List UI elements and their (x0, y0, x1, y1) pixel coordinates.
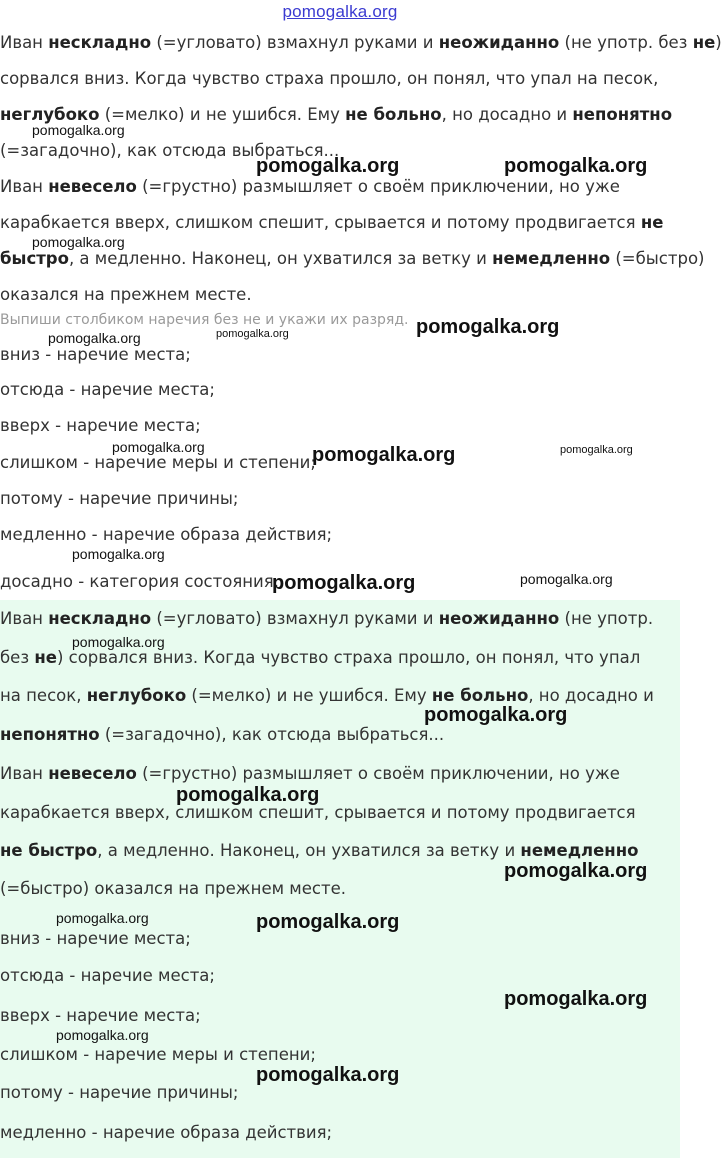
site-header-link[interactable]: pomogalka.org (282, 2, 398, 21)
watermark: pomogalka.org (504, 155, 648, 177)
s2-list-item-1: вниз - наречие места; (0, 929, 191, 948)
task-instruction: Выпиши столбиком наречия без не и укажи их разряд. (0, 312, 409, 328)
s1-list-item-7: досадно - категория состояния. (0, 572, 279, 591)
s1-p1-line4: (=загадочно), как отсюда выбраться... (0, 141, 340, 160)
watermark: pomogalka.org (176, 784, 320, 806)
s1-list-item-2: отсюда - наречие места; (0, 380, 215, 399)
s1-list-item-3: вверх - наречие места; (0, 416, 201, 435)
s2-p1-line1: Иван нескладно (=угловато) взмахнул руками и неожиданно (не употр. (0, 609, 654, 628)
watermark: pomogalka.org (504, 860, 648, 882)
s1-list-item-4: слишком - наречие меры и степени; (0, 453, 316, 472)
s2-list-item-6: медленно - наречие образа действия; (0, 1123, 333, 1142)
watermark: pomogalka.org (216, 328, 289, 340)
watermark: pomogalka.org (72, 546, 165, 562)
watermark: pomogalka.org (256, 1064, 400, 1086)
s1-p1-line2: сорвался вниз. Когда чувство страха прошло, он понял, что упал на песок, (0, 69, 659, 88)
s2-p2-line4: (=быстро) оказался на прежнем месте. (0, 879, 346, 898)
s2-p1-line4: непонятно (=загадочно), как отсюда выбраться... (0, 725, 445, 744)
s1-p2-line3: быстро, а медленно. Наконец, он ухватился за ветку и немедленно (=быстро) (0, 249, 705, 268)
s1-list-item-1: вниз - наречие места; (0, 345, 191, 364)
s2-p2-line1: Иван невесело (=грустно) размышляет о своём приключении, но уже (0, 764, 620, 783)
watermark: pomogalka.org (312, 444, 456, 466)
s2-list-item-4: слишком - наречие меры и степени; (0, 1045, 316, 1064)
s1-p2-line4: оказался на прежнем месте. (0, 285, 252, 304)
watermark: pomogalka.org (560, 444, 633, 456)
s1-list-item-5: потому - наречие причины; (0, 489, 239, 508)
watermark: pomogalka.org (56, 1027, 149, 1043)
s1-p1-line3: неглубоко (=мелко) и не ушибся. Ему не больно, но досадно и непонятно (0, 105, 673, 124)
watermark: pomogalka.org (48, 330, 141, 346)
s1-p2-line2: карабкается вверх, слишком спешит, срывается и потому продвигается не (0, 213, 664, 232)
watermark: pomogalka.org (112, 439, 205, 455)
s2-list-item-5: потому - наречие причины; (0, 1083, 239, 1102)
watermark: pomogalka.org (272, 572, 416, 594)
watermark: pomogalka.org (256, 911, 400, 933)
watermark: pomogalka.org (32, 234, 125, 250)
watermark: pomogalka.org (72, 634, 165, 650)
watermark: pomogalka.org (56, 910, 149, 926)
watermark: pomogalka.org (504, 988, 648, 1010)
watermark: pomogalka.org (520, 571, 613, 587)
s2-p1-line3: на песок, неглубоко (=мелко) и не ушибся. Ему не больно, но досадно и (0, 686, 654, 705)
s1-p2-line1: Иван невесело (=грустно) размышляет о своём приключении, но уже (0, 177, 620, 196)
watermark: pomogalka.org (256, 155, 400, 177)
s1-p1-line1: Иван нескладно (=угловато) взмахнул руками и неожиданно (не употр. без не) (0, 33, 722, 52)
s2-list-item-2: отсюда - наречие места; (0, 966, 215, 985)
watermark: pomogalka.org (424, 704, 568, 726)
s2-p2-line2: карабкается вверх, слишком спешит, срывается и потому продвигается (0, 803, 636, 822)
watermark: pomogalka.org (32, 122, 125, 138)
s2-list-item-3: вверх - наречие места; (0, 1006, 201, 1025)
s2-p1-line2: без не) сорвался вниз. Когда чувство страха прошло, он понял, что упал (0, 648, 641, 667)
s1-list-item-6: медленно - наречие образа действия; (0, 525, 333, 544)
watermark: pomogalka.org (416, 316, 560, 338)
s2-p2-line3: не быстро, а медленно. Наконец, он ухватился за ветку и немедленно (0, 841, 639, 860)
